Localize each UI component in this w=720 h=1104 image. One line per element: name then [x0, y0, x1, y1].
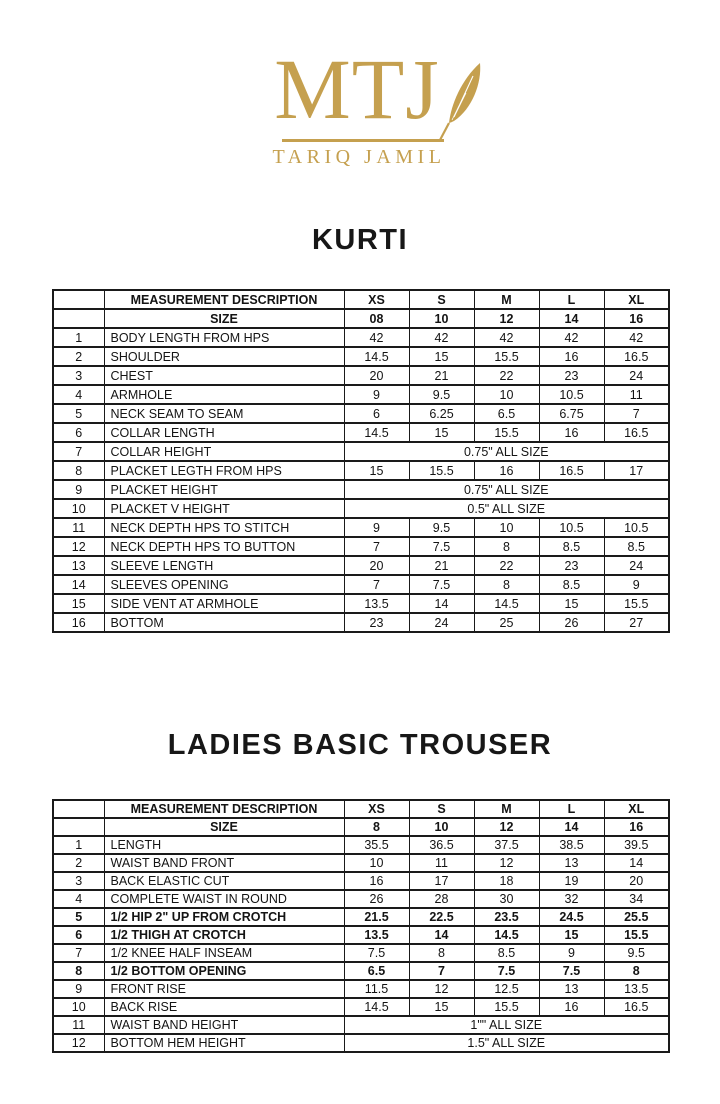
size-value: 10.5: [539, 518, 604, 537]
row-number: 9: [53, 980, 104, 998]
size-value: 15: [539, 926, 604, 944]
size-value: 14.5: [474, 594, 539, 613]
size-number-xl: 16: [604, 818, 669, 836]
trouser-section-title: LADIES BASIC TROUSER: [167, 729, 553, 761]
row-number: 7: [53, 944, 104, 962]
size-value: 42: [474, 328, 539, 347]
measurement-description: PLACKET V HEIGHT: [104, 499, 344, 518]
brand-logo: [0, 0, 720, 190]
measurement-description: CHEST: [104, 366, 344, 385]
size-value: 16.5: [604, 347, 669, 366]
table-row: [53, 944, 669, 962]
size-value: 21.5: [344, 908, 409, 926]
size-row-label: SIZE: [104, 309, 344, 328]
size-value: 16: [539, 998, 604, 1016]
size-value: 7: [604, 404, 669, 423]
size-value: 21: [409, 366, 474, 385]
size-value: 22: [474, 556, 539, 575]
size-value: 15: [344, 461, 409, 480]
table-row: [53, 461, 669, 480]
size-value: 15.5: [474, 998, 539, 1016]
size-value: 9.5: [604, 944, 669, 962]
measurement-description: PLACKET LEGTH FROM HPS: [104, 461, 344, 480]
table-row: [53, 499, 669, 518]
table-row: [53, 366, 669, 385]
size-value: 20: [344, 366, 409, 385]
empty-corner-cell: [53, 309, 104, 328]
measurement-description: NECK SEAM TO SEAM: [104, 404, 344, 423]
measurement-description: SLEEVE LENGTH: [104, 556, 344, 575]
table-row: [53, 613, 669, 632]
size-value: 10.5: [604, 518, 669, 537]
measurement-description: BODY LENGTH FROM HPS: [104, 328, 344, 347]
size-value: 24.5: [539, 908, 604, 926]
size-number-l: 14: [539, 309, 604, 328]
size-col-header-s: S: [409, 290, 474, 309]
size-number-m: 12: [474, 818, 539, 836]
row-number: 11: [53, 518, 104, 537]
row-number: 14: [53, 575, 104, 594]
size-number-s: 10: [409, 818, 474, 836]
row-number: 4: [53, 890, 104, 908]
size-value: 7.5: [474, 962, 539, 980]
quill-feather-icon: [437, 60, 485, 142]
empty-corner-cell: [53, 800, 104, 818]
size-value: 7: [409, 962, 474, 980]
size-value: 12: [409, 980, 474, 998]
row-number: 1: [53, 836, 104, 854]
size-value: 13: [539, 980, 604, 998]
measurement-description: 1/2 BOTTOM OPENING: [104, 962, 344, 980]
size-value: 24: [409, 613, 474, 632]
size-value: 14: [409, 594, 474, 613]
table-row: [53, 854, 669, 872]
size-value: 14.5: [474, 926, 539, 944]
size-value: 38.5: [539, 836, 604, 854]
measurement-description: BOTTOM HEM HEIGHT: [104, 1034, 344, 1052]
size-value: 24: [604, 556, 669, 575]
size-value: 6.25: [409, 404, 474, 423]
size-number-s: 10: [409, 309, 474, 328]
table-row: [53, 537, 669, 556]
size-value: 8: [474, 575, 539, 594]
size-value: 34: [604, 890, 669, 908]
row-number: 4: [53, 385, 104, 404]
row-number: 16: [53, 613, 104, 632]
size-value: 15.5: [604, 594, 669, 613]
size-col-header-xl: XL: [604, 290, 669, 309]
table-row: [53, 1016, 669, 1034]
measurement-description-header: MEASUREMENT DESCRIPTION: [104, 290, 344, 309]
size-value: 16.5: [539, 461, 604, 480]
measurement-description-header: MEASUREMENT DESCRIPTION: [104, 800, 344, 818]
size-value: 42: [409, 328, 474, 347]
size-value: 9: [344, 518, 409, 537]
size-value: 27: [604, 613, 669, 632]
size-value: 14.5: [344, 998, 409, 1016]
row-number: 6: [53, 926, 104, 944]
size-value: 8.5: [539, 537, 604, 556]
size-value: 13: [539, 854, 604, 872]
measurement-description: 1/2 THIGH AT CROTCH: [104, 926, 344, 944]
size-number-xs: 08: [344, 309, 409, 328]
measurement-description: COLLAR LENGTH: [104, 423, 344, 442]
table-row: [53, 926, 669, 944]
size-value: 6.5: [474, 404, 539, 423]
size-value: 11: [604, 385, 669, 404]
measurement-description: NECK DEPTH HPS TO BUTTON: [104, 537, 344, 556]
size-value: 13.5: [344, 926, 409, 944]
row-number: 11: [53, 1016, 104, 1034]
size-value: 35.5: [344, 836, 409, 854]
measurement-description: SIDE VENT AT ARMHOLE: [104, 594, 344, 613]
measurement-description: BACK ELASTIC CUT: [104, 872, 344, 890]
table-row: [53, 980, 669, 998]
size-col-header-xs: XS: [344, 800, 409, 818]
size-value: 23: [539, 556, 604, 575]
brand-wordmark: MTJ: [274, 41, 440, 137]
table-row: [53, 890, 669, 908]
size-value: 20: [344, 556, 409, 575]
row-number: 10: [53, 998, 104, 1016]
measurement-description: LENGTH: [104, 836, 344, 854]
size-value: 39.5: [604, 836, 669, 854]
brand-subtitle: TARIQ JAMIL: [272, 146, 446, 168]
size-value: 22: [474, 366, 539, 385]
size-value: 42: [344, 328, 409, 347]
size-number-xl: 16: [604, 309, 669, 328]
size-value: 9: [604, 575, 669, 594]
size-value: 16: [474, 461, 539, 480]
row-number: 9: [53, 480, 104, 499]
size-value: 15.5: [604, 926, 669, 944]
size-value: 13.5: [604, 980, 669, 998]
row-number: 7: [53, 442, 104, 461]
size-value: 8: [604, 962, 669, 980]
row-number: 8: [53, 461, 104, 480]
size-value: 7: [344, 575, 409, 594]
size-value: 7.5: [539, 962, 604, 980]
column-header-row: [53, 290, 669, 309]
size-value: 16.5: [604, 423, 669, 442]
measurement-description: SHOULDER: [104, 347, 344, 366]
size-number-row: [53, 309, 669, 328]
size-value: 15: [409, 347, 474, 366]
table-row: [53, 347, 669, 366]
size-value: 22.5: [409, 908, 474, 926]
measurement-description: 1/2 HIP 2" UP FROM CROTCH: [104, 908, 344, 926]
size-value: 6: [344, 404, 409, 423]
measurement-description: FRONT RISE: [104, 980, 344, 998]
row-number: 6: [53, 423, 104, 442]
measurement-description: ARMHOLE: [104, 385, 344, 404]
size-value: 8.5: [539, 575, 604, 594]
row-number: 1: [53, 328, 104, 347]
size-value: 16: [539, 423, 604, 442]
size-value: 23: [539, 366, 604, 385]
logo-underline: [282, 139, 444, 142]
size-value: 15: [409, 423, 474, 442]
size-number-row: [53, 818, 669, 836]
size-value: 30: [474, 890, 539, 908]
table-row: [53, 1034, 669, 1052]
size-col-header-xs: XS: [344, 290, 409, 309]
all-size-value: 0.75" ALL SIZE: [344, 442, 669, 461]
empty-corner-cell: [53, 818, 104, 836]
size-number-l: 14: [539, 818, 604, 836]
row-number: 12: [53, 537, 104, 556]
kurti-section-title: KURTI: [311, 224, 409, 256]
trouser-size-table: [52, 799, 670, 1053]
size-value: 8: [474, 537, 539, 556]
size-col-header-l: L: [539, 290, 604, 309]
size-value: 26: [344, 890, 409, 908]
table-row: [53, 423, 669, 442]
size-value: 7: [344, 537, 409, 556]
size-value: 10: [474, 385, 539, 404]
size-value: 14: [604, 854, 669, 872]
size-value: 25.5: [604, 908, 669, 926]
table-row: [53, 998, 669, 1016]
size-value: 24: [604, 366, 669, 385]
size-value: 16.5: [604, 998, 669, 1016]
size-value: 42: [604, 328, 669, 347]
measurement-description: 1/2 KNEE HALF INSEAM: [104, 944, 344, 962]
all-size-value: 1.5" ALL SIZE: [344, 1034, 669, 1052]
size-value: 17: [604, 461, 669, 480]
measurement-description: COMPLETE WAIST IN ROUND: [104, 890, 344, 908]
table-row: [53, 908, 669, 926]
size-value: 15.5: [474, 423, 539, 442]
size-value: 9.5: [409, 518, 474, 537]
size-value: 12.5: [474, 980, 539, 998]
size-value: 10.5: [539, 385, 604, 404]
size-col-header-s: S: [409, 800, 474, 818]
column-header-row: [53, 800, 669, 818]
row-number: 10: [53, 499, 104, 518]
size-value: 7.5: [344, 944, 409, 962]
size-value: 23.5: [474, 908, 539, 926]
size-value: 10: [474, 518, 539, 537]
size-value: 15.5: [409, 461, 474, 480]
kurti-size-table: [52, 289, 670, 633]
row-number: 2: [53, 347, 104, 366]
table-row: [53, 836, 669, 854]
size-value: 12: [474, 854, 539, 872]
size-col-header-xl: XL: [604, 800, 669, 818]
table-row: [53, 480, 669, 499]
size-value: 7.5: [409, 537, 474, 556]
size-value: 6.75: [539, 404, 604, 423]
measurement-description: WAIST BAND FRONT: [104, 854, 344, 872]
row-number: 3: [53, 366, 104, 385]
size-value: 18: [474, 872, 539, 890]
measurement-description: NECK DEPTH HPS TO STITCH: [104, 518, 344, 537]
measurement-description: PLACKET HEIGHT: [104, 480, 344, 499]
size-value: 23: [344, 613, 409, 632]
size-number-xs: 8: [344, 818, 409, 836]
table-row: [53, 872, 669, 890]
size-value: 15: [409, 998, 474, 1016]
size-value: 42: [539, 328, 604, 347]
table-row: [53, 575, 669, 594]
row-number: 2: [53, 854, 104, 872]
table-row: [53, 962, 669, 980]
table-row: [53, 556, 669, 575]
size-value: 8.5: [474, 944, 539, 962]
size-value: 8: [409, 944, 474, 962]
row-number: 8: [53, 962, 104, 980]
size-row-label: SIZE: [104, 818, 344, 836]
size-col-header-m: M: [474, 290, 539, 309]
measurement-description: BACK RISE: [104, 998, 344, 1016]
table-row: [53, 518, 669, 537]
row-number: 5: [53, 404, 104, 423]
table-row: [53, 328, 669, 347]
size-value: 9: [344, 385, 409, 404]
size-value: 8.5: [604, 537, 669, 556]
size-value: 14: [409, 926, 474, 944]
all-size-value: 0.5" ALL SIZE: [344, 499, 669, 518]
measurement-description: SLEEVES OPENING: [104, 575, 344, 594]
size-value: 13.5: [344, 594, 409, 613]
size-value: 25: [474, 613, 539, 632]
size-value: 6.5: [344, 962, 409, 980]
row-number: 3: [53, 872, 104, 890]
size-value: 17: [409, 872, 474, 890]
table-row: [53, 442, 669, 461]
size-value: 11: [409, 854, 474, 872]
size-value: 14.5: [344, 347, 409, 366]
size-value: 15.5: [474, 347, 539, 366]
size-value: 14.5: [344, 423, 409, 442]
size-number-m: 12: [474, 309, 539, 328]
row-number: 13: [53, 556, 104, 575]
size-value: 11.5: [344, 980, 409, 998]
size-value: 21: [409, 556, 474, 575]
size-value: 15: [539, 594, 604, 613]
measurement-description: COLLAR HEIGHT: [104, 442, 344, 461]
size-value: 10: [344, 854, 409, 872]
size-value: 16: [344, 872, 409, 890]
size-value: 20: [604, 872, 669, 890]
size-col-header-l: L: [539, 800, 604, 818]
row-number: 5: [53, 908, 104, 926]
size-value: 26: [539, 613, 604, 632]
table-row: [53, 594, 669, 613]
size-col-header-m: M: [474, 800, 539, 818]
measurement-description: BOTTOM: [104, 613, 344, 632]
size-value: 16: [539, 347, 604, 366]
size-value: 37.5: [474, 836, 539, 854]
size-value: 28: [409, 890, 474, 908]
all-size-value: 0.75" ALL SIZE: [344, 480, 669, 499]
empty-corner-cell: [53, 290, 104, 309]
table-row: [53, 385, 669, 404]
size-value: 32: [539, 890, 604, 908]
size-value: 19: [539, 872, 604, 890]
row-number: 12: [53, 1034, 104, 1052]
size-value: 9.5: [409, 385, 474, 404]
measurement-description: WAIST BAND HEIGHT: [104, 1016, 344, 1034]
size-value: 7.5: [409, 575, 474, 594]
size-value: 9: [539, 944, 604, 962]
all-size-value: 1"" ALL SIZE: [344, 1016, 669, 1034]
size-value: 36.5: [409, 836, 474, 854]
row-number: 15: [53, 594, 104, 613]
table-row: [53, 404, 669, 423]
